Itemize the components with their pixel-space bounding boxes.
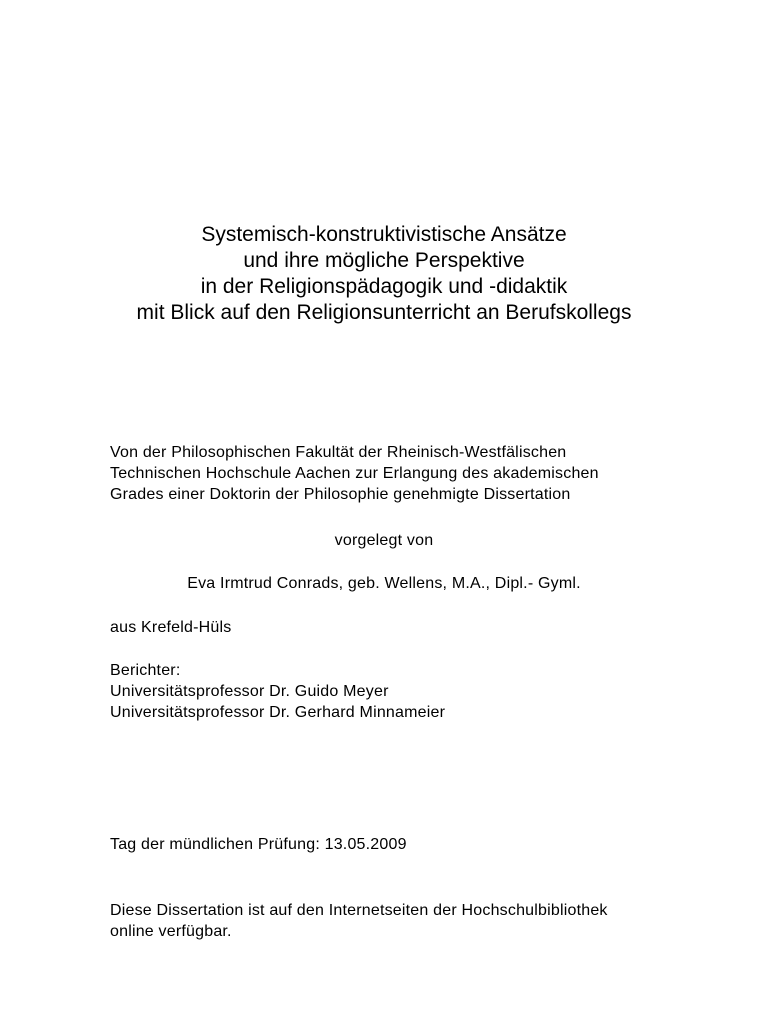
title-line-1: Systemisch-konstruktivistische Ansätze bbox=[201, 223, 567, 246]
reviewer-2: Universitätsprofessor Dr. Gerhard Minnameier bbox=[110, 704, 446, 721]
availability-note bbox=[110, 900, 608, 942]
reviewers-block bbox=[110, 660, 445, 723]
exam-date: Tag der mündlichen Prüfung: 13.05.2009 bbox=[110, 836, 407, 853]
dissertation-title bbox=[0, 222, 768, 326]
availability-line-1: Diese Dissertation ist auf den Internetseiten der Hochschulbibliothek bbox=[110, 902, 608, 919]
submission-line-1: Von der Philosophischen Fakultät der Rheinisch-Westfälischen bbox=[110, 444, 567, 461]
presented-by: vorgelegt von bbox=[334, 532, 434, 549]
author-origin: aus Krefeld-Hüls bbox=[110, 619, 232, 636]
submission-statement bbox=[110, 442, 599, 505]
reviewer-1: Universitätsprofessor Dr. Guido Meyer bbox=[110, 683, 389, 700]
author-name: Eva Irmtrud Conrads, geb. Wellens, M.A., Dipl.- Gyml. bbox=[187, 575, 581, 592]
availability-line-2: online verfügbar. bbox=[110, 923, 232, 940]
reviewers-heading: Berichter: bbox=[110, 662, 181, 679]
title-line-4: mit Blick auf den Religionsunterricht an Berufskollegs bbox=[136, 301, 632, 324]
submission-line-3: Grades einer Doktorin der Philosophie genehmigte Dissertation bbox=[110, 486, 571, 503]
title-line-3: in der Religionspädagogik und -didaktik bbox=[200, 275, 568, 298]
title-line-2: und ihre mögliche Perspektive bbox=[243, 249, 525, 272]
submission-line-2: Technischen Hochschule Aachen zur Erlangung des akademischen bbox=[110, 465, 599, 482]
